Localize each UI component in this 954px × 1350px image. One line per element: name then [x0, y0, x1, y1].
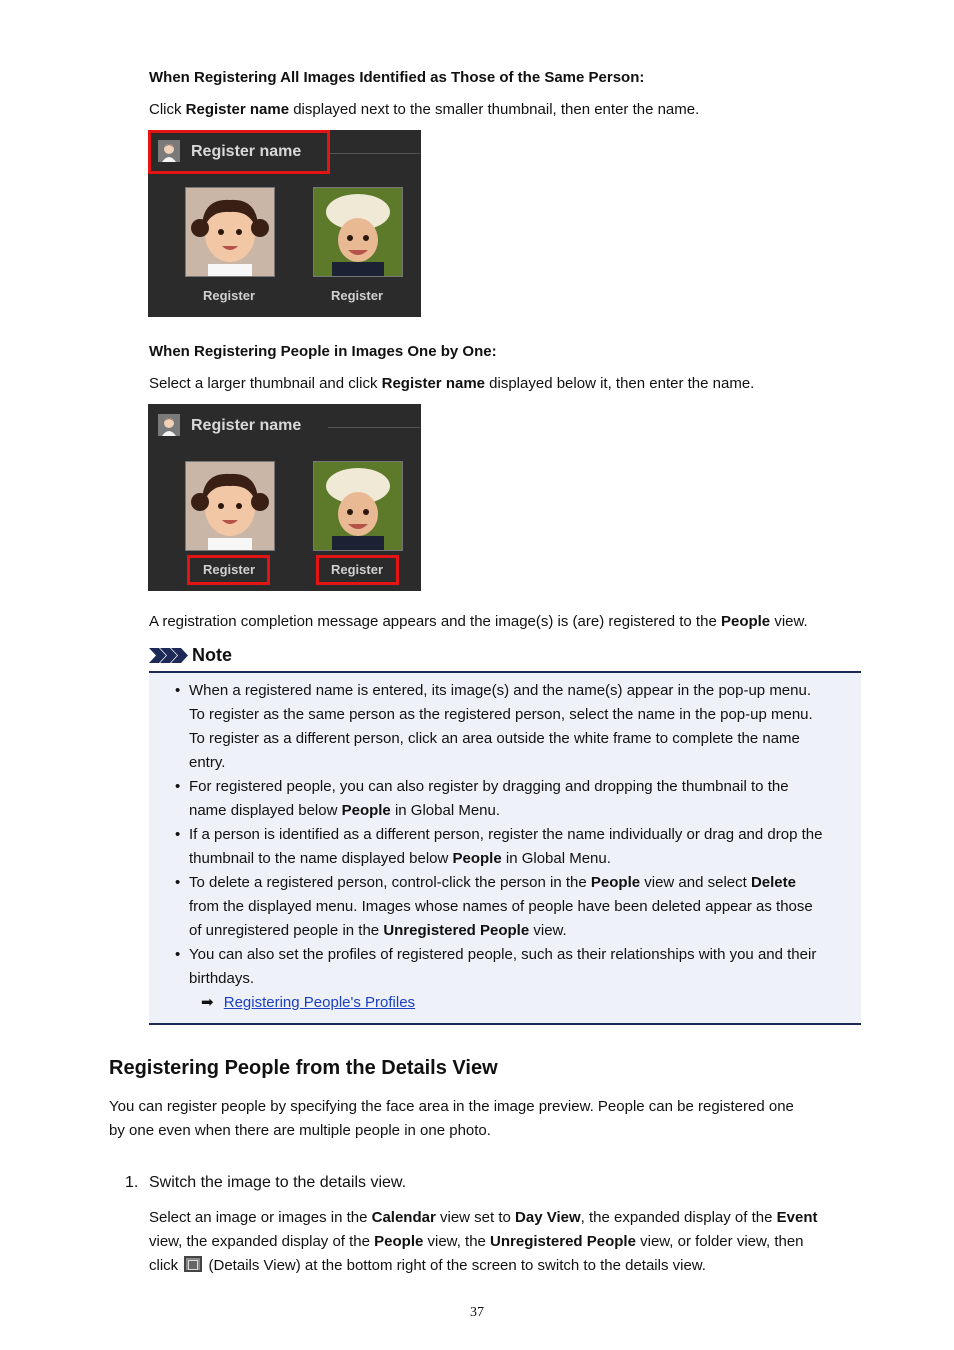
thumbnail-girl — [185, 187, 275, 277]
text: in Global Menu. — [501, 850, 611, 867]
note-item — [149, 943, 861, 991]
bold-text: Unregistered People — [490, 1233, 636, 1250]
bold-text: Calendar — [371, 1209, 436, 1226]
bullet-icon: • — [175, 946, 181, 963]
text: When a registered name is entered, its image(s) and the name(s) appear in the pop-up menu. — [189, 682, 812, 699]
screenshot-register-name-large — [148, 404, 421, 591]
note-line — [189, 823, 861, 847]
register-name-label: Register name — [191, 143, 302, 160]
note-line — [189, 871, 861, 895]
person-icon — [158, 414, 180, 436]
text: view, or folder view, then — [635, 1233, 804, 1250]
register-name-label: Register name — [191, 417, 302, 434]
bold-text: People — [374, 1233, 424, 1250]
note-item — [149, 679, 861, 775]
bold-text: People — [341, 802, 391, 819]
completion-text — [149, 610, 808, 634]
note-item — [149, 775, 861, 823]
note-line — [189, 751, 861, 775]
step-body-line — [149, 1206, 817, 1230]
intro-line: You can register people by specifying the face area in the image preview. People can be registered one — [109, 1098, 794, 1115]
note-line — [189, 895, 861, 919]
page-number: 37 — [470, 1305, 484, 1320]
note-line — [189, 775, 861, 799]
intro-paragraph — [109, 1095, 794, 1143]
note-arrows-icon — [149, 648, 189, 663]
step-body — [149, 1206, 817, 1278]
register-button[interactable]: Register — [202, 562, 256, 577]
step-number: 1. — [125, 1174, 139, 1191]
text: click — [149, 1257, 183, 1274]
text: You can also set the profiles of registered people, such as their relationships with you and their — [189, 946, 817, 963]
text: view. — [529, 922, 567, 939]
bold-text: People — [720, 613, 771, 630]
text: Select a larger thumbnail and click — [149, 375, 382, 392]
note-line — [189, 799, 861, 823]
note-box — [149, 671, 861, 1025]
text: displayed next to the smaller thumbnail, then enter the name. — [289, 101, 700, 118]
register-button[interactable]: Register — [202, 288, 256, 303]
note-line — [189, 679, 861, 703]
bold-text: Register name — [185, 101, 290, 118]
bold-text: Event — [776, 1209, 818, 1226]
bold-text: People — [590, 874, 641, 891]
divider — [328, 427, 420, 428]
text: thumbnail to the name displayed below — [189, 850, 453, 867]
bullet-icon: • — [175, 826, 181, 843]
step-title: Switch the image to the details view. — [149, 1174, 407, 1191]
section-heading-details-view: Registering People from the Details View — [109, 1057, 498, 1079]
text: birthdays. — [189, 970, 255, 987]
note-line — [189, 943, 861, 967]
text: Click — [149, 101, 186, 118]
text: of unregistered people in the — [189, 922, 384, 939]
text: view, the expanded display of the — [149, 1233, 375, 1250]
thumbnail-boy — [313, 187, 403, 277]
screenshot-register-name-small — [148, 130, 421, 317]
note-item — [149, 871, 861, 943]
registering-profiles-link[interactable]: Registering People's Profiles — [223, 994, 416, 1011]
bold-text: Unregistered People — [383, 922, 530, 939]
note-link-row — [149, 991, 861, 1015]
note-label: Note — [192, 645, 232, 665]
note-line — [189, 967, 861, 991]
thumbnail-girl — [185, 461, 275, 551]
text: (Details View) at the bottom right of the screen to switch to the details view. — [204, 1257, 706, 1274]
bullet-icon: • — [175, 778, 181, 795]
details-view-icon — [184, 1256, 202, 1272]
note-list — [149, 673, 861, 991]
text: view, the — [423, 1233, 491, 1250]
text: from the displayed menu. Images whose names of people have been deleted appear as those — [189, 898, 813, 915]
highlight-box — [316, 555, 399, 585]
text: entry. — [189, 754, 226, 771]
text: Select an image or images in the — [149, 1209, 372, 1226]
text: A registration completion message appears and the image(s) is (are) registered to the — [149, 613, 721, 630]
text: view. — [770, 613, 808, 630]
text: view and select — [640, 874, 751, 891]
intro-line: by one even when there are multiple people in one photo. — [109, 1122, 491, 1139]
instruction-one-by-one — [149, 372, 754, 396]
note-line — [189, 703, 861, 727]
section-heading-same-person: When Registering All Images Identified as Those of the Same Person: — [149, 69, 645, 86]
text: For registered people, you can also register by dragging and dropping the thumbnail to the — [189, 778, 789, 795]
bold-text: People — [452, 850, 502, 867]
text: view set to — [435, 1209, 516, 1226]
step-body-line — [149, 1254, 817, 1278]
bullet-icon: • — [175, 682, 181, 699]
note-line — [189, 847, 861, 871]
section-heading-one-by-one: When Registering People in Images One by One: — [149, 343, 497, 360]
step-body-line — [149, 1230, 817, 1254]
divider — [328, 153, 420, 154]
text: To delete a registered person, control-click the person in the — [189, 874, 591, 891]
bold-text: Register name — [381, 375, 485, 392]
note-line — [189, 919, 861, 943]
text: name displayed below — [189, 802, 342, 819]
note-item — [149, 823, 861, 871]
bold-text: Delete — [750, 874, 796, 891]
instruction-same-person — [149, 98, 699, 122]
highlight-box — [187, 555, 270, 585]
highlight-box — [148, 130, 330, 174]
register-button[interactable]: Register — [330, 562, 384, 577]
bullet-icon: • — [175, 874, 181, 891]
note-line — [189, 727, 861, 751]
register-button[interactable]: Register — [330, 288, 384, 303]
text: To register as the same person as the registered person, select the name in the pop-up menu. — [189, 706, 813, 723]
text: displayed below it, then enter the name. — [485, 375, 755, 392]
text: To register as a different person, click an area outside the white frame to complete the name — [189, 730, 800, 747]
arrow-right-icon: ➡ — [201, 994, 214, 1011]
text: , the expanded display of the — [580, 1209, 777, 1226]
bold-text: Day View — [515, 1209, 581, 1226]
text: in Global Menu. — [390, 802, 501, 819]
text: If a person is identified as a different person, register the name individually or drag and drop the — [189, 826, 823, 843]
thumbnail-boy — [313, 461, 403, 551]
